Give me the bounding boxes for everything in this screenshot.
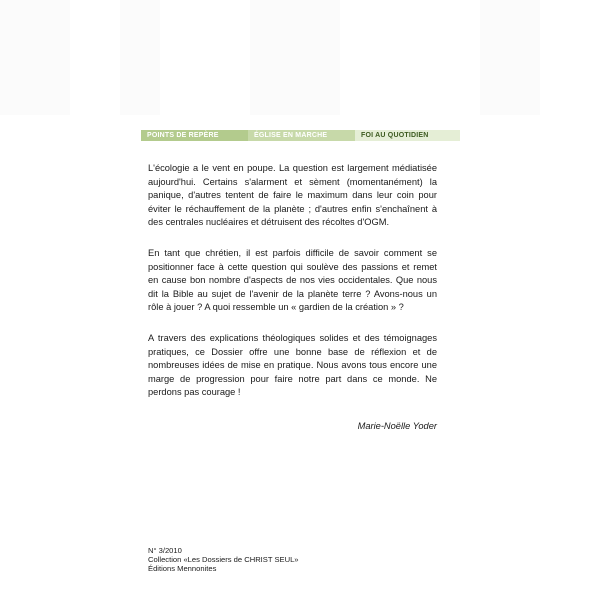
- paragraph: L'écologie a le vent en poupe. La question est largement médiatisée aujourd'hui. Certains s'alarment et sèment (momentanément) la panique, d'autres tentent de faire le maximum dans leur coin pour éviter le réchauffement de la planète ; d'autres enfin s'enchaînent à des centrales nucléaires et détruisent des récoltes d'OGM.: [148, 163, 437, 228]
- paragraph: A travers des explications théologiques solides et des témoignages pratiques, ce Dossier offre une bonne base de réflexion et de nombreuses idées de mise en pratique. Nous avons tous encore une marge de progression pour faire notre part dans ce monde. Ne perdons pas courage !: [148, 332, 437, 398]
- tab-points-de-repere: POINTS DE REPÈRE: [141, 130, 248, 141]
- collection-name: Collection «Les Dossiers de CHRIST SEUL»: [148, 555, 299, 565]
- author-signature: Marie-Noëlle Yoder: [357, 421, 437, 431]
- publisher-name: Éditions Mennonites: [148, 564, 217, 574]
- publication-footer: [148, 546, 299, 574]
- tab-foi-au-quotidien: FOI AU QUOTIDIEN: [355, 130, 460, 141]
- tab-eglise-en-marche: ÉGLISE EN MARCHE: [248, 130, 355, 141]
- issue-number: N° 3/2010: [148, 546, 182, 555]
- section-tab-bar: [141, 130, 460, 141]
- paragraph: En tant que chrétien, il est parfois difficile de savoir comment se positionner face à cette question qui soulève des passions et remet en cause bon nombre d'aspects de nos vies occidentales. Que nous dit la Bible au sujet de l'avenir de la planète terre ? Avons-nous un rôle à jouer ? A quoi ressemble un « gardien de la création » ?: [148, 247, 437, 313]
- faded-header-area: [0, 0, 600, 130]
- body-text: [148, 162, 437, 417]
